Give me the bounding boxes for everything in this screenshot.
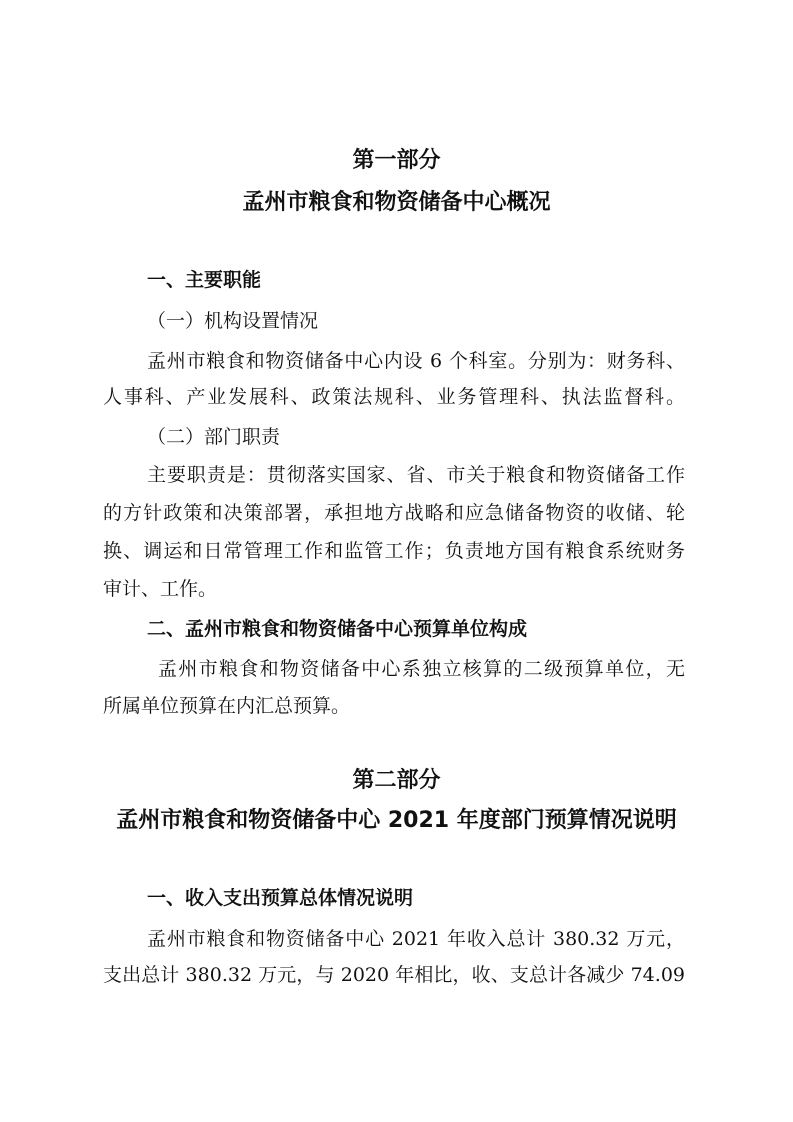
- paragraph-line: 孟州市粮食和物资储备中心系独立核算的二级预算单位，无: [158, 658, 685, 680]
- paragraph-line: 孟州市粮食和物资储备中心内设 6 个科室。分别为：财务科、: [147, 350, 685, 372]
- part2-subtitle: 孟州市粮食和物资储备中心 2021 年度部门预算情况说明: [116, 808, 677, 833]
- paragraph-line: 所属单位预算在内汇总预算。: [103, 695, 351, 717]
- section-heading-budget-units: 二、孟州市粮食和物资储备中心预算单位构成: [147, 618, 528, 640]
- subsection-heading-org-setup: （一）机构设置情况: [147, 310, 319, 332]
- section-heading-income-expenditure: 一、收入支出预算总体情况说明: [147, 887, 414, 909]
- part2-title: 第二部分: [352, 768, 441, 793]
- paragraph-line: 主要职责是：贯彻落实国家、省、市关于粮食和物资储备工作: [147, 464, 685, 486]
- paragraph-line: 孟州市粮食和物资储备中心 2021 年收入总计 380.32 万元，: [147, 928, 685, 950]
- subsection-heading-duties: （二）部门职责: [147, 426, 281, 448]
- paragraph-line: 换、调运和日常管理工作和监管工作；负责地方国有粮食系统财务: [103, 540, 685, 562]
- section-heading-main-functions: 一、主要职能: [147, 269, 262, 291]
- part1-title: 第一部分: [352, 148, 441, 173]
- paragraph-line: 的方针政策和决策部署，承担地方战略和应急储备物资的收储、轮: [103, 502, 685, 524]
- paragraph-line: 支出总计 380.32 万元，与 2020 年相比，收、支总计各减少 74.09: [103, 964, 685, 986]
- paragraph-line: 审计、工作。: [103, 578, 218, 600]
- paragraph-line: 人事科、产业发展科、政策法规科、业务管理科、执法监督科。: [103, 386, 685, 408]
- part1-subtitle: 孟州市粮食和物资储备中心概况: [242, 190, 551, 215]
